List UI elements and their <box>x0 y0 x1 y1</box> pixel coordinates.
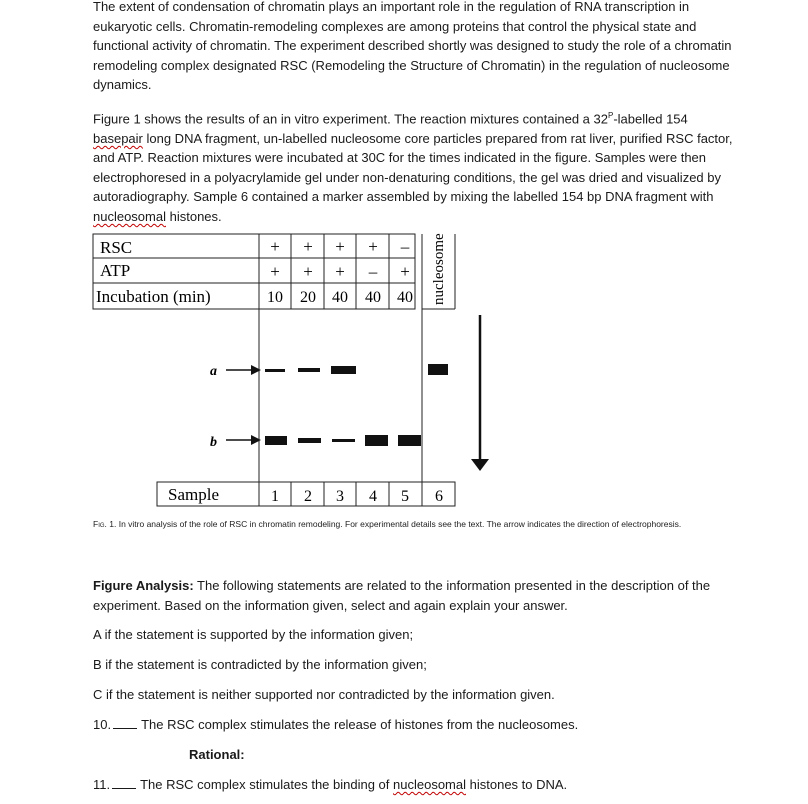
time-cell-2: 20 <box>300 289 316 306</box>
nucleosome-marker-label: nucleosome <box>431 233 447 305</box>
sample-number-2: 2 <box>304 488 312 505</box>
sample-number-1: 1 <box>271 488 279 505</box>
band-b-lane-4 <box>365 435 388 446</box>
band-a-lane-6 <box>428 364 448 375</box>
band-a-arrow-icon <box>226 365 261 375</box>
band-b-lane-3 <box>332 439 355 442</box>
band-b-arrow-icon <box>226 435 261 445</box>
gel-figure <box>0 225 808 515</box>
band-a-lane-2 <box>298 368 320 372</box>
option-a: A if the statement is supported by the information given; <box>93 627 414 642</box>
option-c: C if the statement is neither supported nor contradicted by the information given. <box>93 687 555 702</box>
q10-answer-blank[interactable] <box>113 728 137 729</box>
rsc-cell-3: + <box>335 237 345 256</box>
time-cell-1: 10 <box>267 289 283 306</box>
question-11 <box>93 775 567 795</box>
sample-label: Sample <box>168 485 219 504</box>
atp-cell-5: + <box>400 262 410 281</box>
band-b-lane-5 <box>398 435 421 446</box>
rsc-cell-4: + <box>368 237 378 256</box>
rsc-cell-1: + <box>270 237 280 256</box>
electrophoresis-direction-arrow-icon <box>471 315 489 471</box>
atp-cell-2: + <box>303 262 313 281</box>
time-cell-5: 40 <box>397 289 413 306</box>
spelling-flag-basepair: basepair <box>93 130 143 146</box>
q11-text-before: The RSC complex stimulates the binding of <box>140 777 394 792</box>
time-cell-3: 40 <box>332 289 348 306</box>
option-b: B if the statement is contradicted by the information given; <box>93 657 427 672</box>
method-text-1: Figure 1 shows the results of an in vitro experiment. The reaction mixtures contained a 32 <box>93 111 608 127</box>
band-a-lane-3 <box>331 366 356 374</box>
atp-cell-4: – <box>368 262 378 281</box>
isotope-superscript: P <box>607 111 614 120</box>
atp-cell-1: + <box>270 262 280 281</box>
caption-fig-label: Fig. 1. <box>93 519 117 529</box>
sample-number-5: 5 <box>401 488 409 505</box>
band-b-lane-2 <box>298 438 321 443</box>
q11-text-after: histones to DNA. <box>466 777 568 792</box>
time-cell-4: 40 <box>365 289 381 306</box>
method-text-3: long DNA fragment, un-labelled nucleosome core particles prepared from rat liver, purified RSC factor, and ATP. Reaction mixtures were incubated at 30C for the times indicated in the figure. Samples were then electrophoresed in a polyacrylamide gel under non-denaturing conditions, the gel was dried and visualized by autoradiography. Sample 6 contained a marker assembled by mixing the labelled 154 bp DNA fragment with <box>93 130 733 205</box>
gel-lane-frame <box>259 234 455 506</box>
band-b-lane-1 <box>265 436 287 445</box>
band-a-lane-1 <box>265 369 285 372</box>
rational-label: Rational: <box>189 747 245 762</box>
q10-text: The RSC complex stimulates the release of histones from the nucleosomes. <box>141 717 579 732</box>
sample-number-3: 3 <box>336 488 344 505</box>
q11-answer-blank[interactable] <box>112 788 136 789</box>
figure-caption <box>93 517 713 531</box>
rsc-cell-5: – <box>400 237 410 256</box>
spelling-flag-q11: nucleosomal <box>393 777 467 792</box>
atp-cell-3: + <box>335 262 345 281</box>
band-b-label: b <box>210 435 217 450</box>
sample-number-6: 6 <box>435 488 443 505</box>
question-10 <box>93 715 578 735</box>
q10-number: 10. <box>93 717 112 732</box>
band-a-label: a <box>210 364 217 379</box>
analysis-heading: Figure Analysis: <box>93 578 194 593</box>
rsc-row-label: RSC <box>100 238 133 257</box>
rsc-cell-2: + <box>303 237 313 256</box>
spelling-flag-nucleosomal: nucleosomal <box>93 208 166 224</box>
atp-row-label: ATP <box>100 261 131 280</box>
sample-number-4: 4 <box>369 488 377 505</box>
incubation-row-label: Incubation (min) <box>96 287 211 306</box>
caption-text: In vitro analysis of the role of RSC in chromatin remodeling. For experimental details see the text. The arrow indicates the direction of electrophoresis. <box>116 519 682 529</box>
method-paragraph <box>93 106 733 226</box>
analysis-intro <box>93 576 733 615</box>
q11-number: 11. <box>93 777 111 792</box>
method-text-2: -labelled 154 <box>613 111 688 127</box>
method-text-4: histones. <box>166 208 222 224</box>
analysis-intro-text: The following statements are related to the information presented in the description of the experiment. Based on the information given, select and again explain your answer. <box>93 578 711 613</box>
intro-paragraph: The extent of condensation of chromatin plays an important role in the regulation of RNA transcription in eukaryotic cells. Chromatin-remodeling complexes are among proteins that control the physical state and functional activity of chromatin. The experiment described shortly was designed to study the role of a chromatin remodeling complex designated RSC (Remodeling the Structure of Chromatin) in the regulation of nucleosome dynamics. <box>93 0 732 92</box>
